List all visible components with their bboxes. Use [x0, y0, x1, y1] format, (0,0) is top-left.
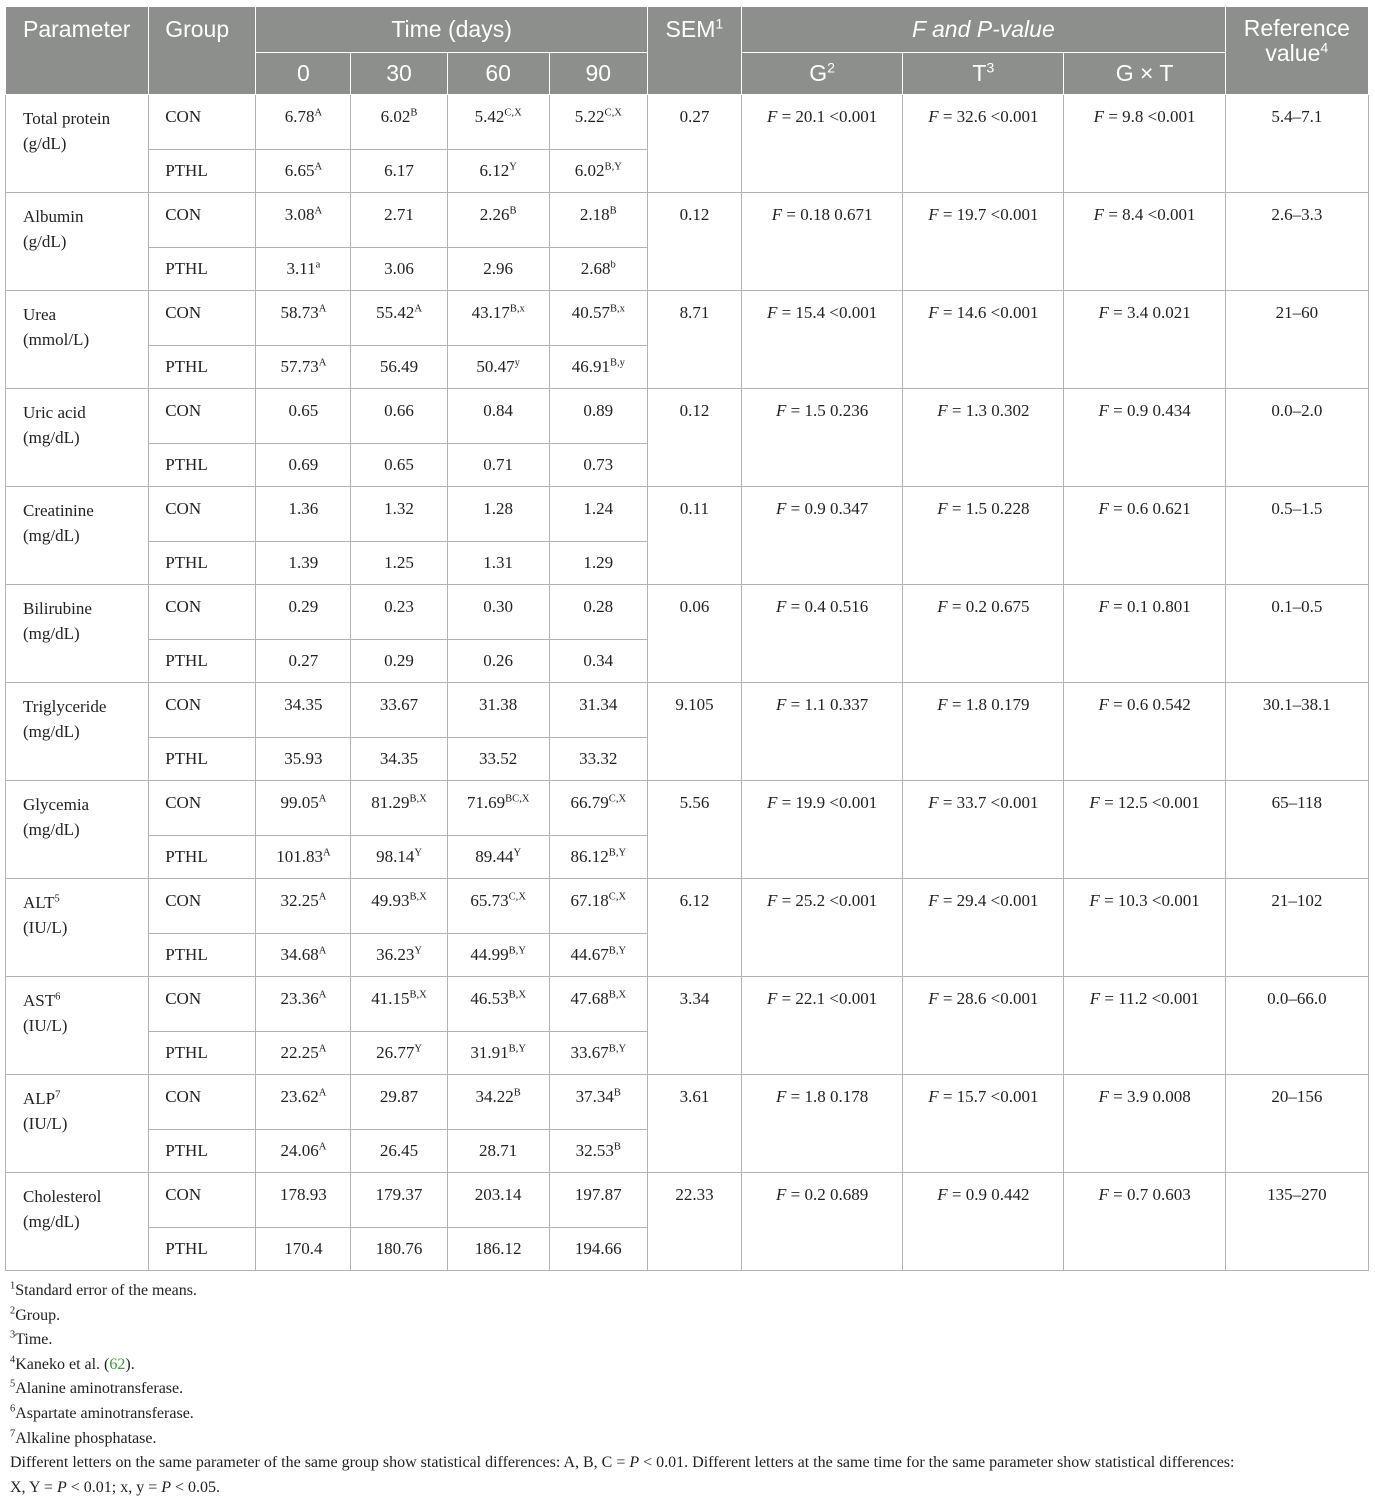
stat-cell-t: F = 0.9 0.442: [903, 1173, 1064, 1271]
group-cell: PTHL: [149, 1130, 256, 1173]
stat-cell-t: F = 32.6 <0.001: [903, 95, 1064, 193]
sem-cell: 0.12: [647, 193, 741, 291]
stat-cell-g: F = 0.2 0.689: [742, 1173, 903, 1271]
header-gxt: G × T: [1064, 53, 1225, 95]
value-cell: 0.30: [447, 585, 549, 640]
value-cell: $22.25^A$: [256, 1032, 351, 1075]
value-cell: 0.34: [549, 640, 647, 683]
header-t: $T^3$: [903, 53, 1064, 95]
value-cell: 34.35: [351, 738, 447, 781]
sem-cell: 8.71: [647, 291, 741, 389]
group-cell: PTHL: [149, 1228, 256, 1271]
value-cell: 170.4: [256, 1228, 351, 1271]
value-cell: $86.12^{B,Y}$: [549, 836, 647, 879]
stat-cell-g: F = 1.1 0.337: [742, 683, 903, 781]
value-cell: 2.71: [351, 193, 447, 248]
value-cell: $6.12^Y$: [447, 150, 549, 193]
group-cell: CON: [149, 1173, 256, 1228]
value-cell: 1.25: [351, 542, 447, 585]
parameter-cell: Triglyceride (mg/dL): [6, 683, 149, 781]
value-cell: $44.99^{B,Y}$: [447, 934, 549, 977]
reference-cell: 20–156: [1225, 1075, 1368, 1173]
stat-cell-gxt: F = 10.3 <0.001: [1064, 879, 1225, 977]
reference-cell: 0.5–1.5: [1225, 487, 1368, 585]
value-cell: $36.23^Y$: [351, 934, 447, 977]
table-row: [6, 95, 1369, 150]
value-cell: $98.14^Y$: [351, 836, 447, 879]
sem-cell: 0.12: [647, 389, 741, 487]
value-cell: $65.73^{C,X}$: [447, 879, 549, 934]
value-cell: 0.69: [256, 444, 351, 487]
group-cell: CON: [149, 683, 256, 738]
group-cell: PTHL: [149, 150, 256, 193]
value-cell: $6.65^A$: [256, 150, 351, 193]
value-cell: 0.27: [256, 640, 351, 683]
parameter-cell: Creatinine (mg/dL): [6, 487, 149, 585]
stat-cell-g: F = 25.2 <0.001: [742, 879, 903, 977]
stat-cell-gxt: F = 3.4 0.021: [1064, 291, 1225, 389]
value-cell: 180.76: [351, 1228, 447, 1271]
group-cell: CON: [149, 781, 256, 836]
sem-cell: 22.33: [647, 1173, 741, 1271]
stat-cell-t: F = 1.3 0.302: [903, 389, 1064, 487]
table-row: [6, 389, 1369, 444]
value-cell: $43.17^{B,x}$: [447, 291, 549, 346]
header-day-60: 60: [447, 53, 549, 95]
table-row: [6, 781, 1369, 836]
parameter-cell: AST$^6$ (IU/L): [6, 977, 149, 1075]
reference-cell: 0.0–2.0: [1225, 389, 1368, 487]
table-row: [6, 683, 1369, 738]
reference-cell: 5.4–7.1: [1225, 95, 1368, 193]
value-cell: 56.49: [351, 346, 447, 389]
value-cell: $6.02^{B,Y}$: [549, 150, 647, 193]
parameter-cell: Total protein (g/dL): [6, 95, 149, 193]
value-cell: 2.96: [447, 248, 549, 291]
value-cell: $67.18^{C,X}$: [549, 879, 647, 934]
group-cell: PTHL: [149, 934, 256, 977]
stat-cell-gxt: F = 0.6 0.542: [1064, 683, 1225, 781]
stat-cell-g: F = 1.5 0.236: [742, 389, 903, 487]
value-cell: 0.29: [256, 585, 351, 640]
stat-cell-gxt: F = 9.8 <0.001: [1064, 95, 1225, 193]
value-cell: 0.65: [256, 389, 351, 444]
value-cell: $32.53^B$: [549, 1130, 647, 1173]
footnote-item: $^6$Aspartate aminotransferase.: [10, 1403, 194, 1422]
group-cell: CON: [149, 389, 256, 444]
value-cell: 203.14: [447, 1173, 549, 1228]
value-cell: 0.28: [549, 585, 647, 640]
sem-cell: 9.105: [647, 683, 741, 781]
value-cell: $24.06^A$: [256, 1130, 351, 1173]
group-cell: CON: [149, 1075, 256, 1130]
header-time: Time (days): [256, 7, 648, 53]
value-cell: $71.69^{BC,X}$: [447, 781, 549, 836]
table-row: [6, 193, 1369, 248]
value-cell: 1.36: [256, 487, 351, 542]
group-cell: PTHL: [149, 346, 256, 389]
stat-cell-t: F = 1.8 0.179: [903, 683, 1064, 781]
sem-cell: 6.12: [647, 879, 741, 977]
value-cell: 3.11$^a$: [256, 248, 351, 291]
footnote-item: $^4$Kaneko et al. (62).: [10, 1354, 135, 1373]
value-cell: $101.83^A$: [256, 836, 351, 879]
value-cell: $32.25^A$: [256, 879, 351, 934]
header-g: $G^2$: [742, 53, 903, 95]
value-cell: $47.68^{B,X}$: [549, 977, 647, 1032]
value-cell: $81.29^{B,X}$: [351, 781, 447, 836]
header-reference-value: Reference value$^4$: [1225, 7, 1368, 95]
value-cell: $26.77^Y$: [351, 1032, 447, 1075]
stat-cell-gxt: F = 12.5 <0.001: [1064, 781, 1225, 879]
value-cell: $2.18^B$: [549, 193, 647, 248]
value-cell: $31.91^{B,Y}$: [447, 1032, 549, 1075]
parameter-cell: ALT$^5$ (IU/L): [6, 879, 149, 977]
stat-cell-t: F = 15.7 <0.001: [903, 1075, 1064, 1173]
table-row: [6, 1075, 1369, 1130]
stat-cell-t: F = 14.6 <0.001: [903, 291, 1064, 389]
stat-cell-g: F = 20.1 <0.001: [742, 95, 903, 193]
value-cell: $23.36^A$: [256, 977, 351, 1032]
header-f-p-value: F and P-value: [742, 7, 1226, 53]
stat-cell-g: F = 0.4 0.516: [742, 585, 903, 683]
value-cell: $37.34^B$: [549, 1075, 647, 1130]
value-cell: $55.42^A$: [351, 291, 447, 346]
value-cell: $6.78^A$: [256, 95, 351, 150]
value-cell: 31.34: [549, 683, 647, 738]
citation-link[interactable]: 62: [109, 1355, 126, 1373]
table-row: [6, 585, 1369, 640]
value-cell: 35.93: [256, 738, 351, 781]
reference-cell: 135–270: [1225, 1173, 1368, 1271]
table-row: [6, 291, 1369, 346]
stat-cell-g: F = 0.9 0.347: [742, 487, 903, 585]
value-cell: 31.38: [447, 683, 549, 738]
value-cell: $23.62^A$: [256, 1075, 351, 1130]
stat-cell-gxt: F = 0.7 0.603: [1064, 1173, 1225, 1271]
group-cell: CON: [149, 585, 256, 640]
parameter-cell: Uric acid (mg/dL): [6, 389, 149, 487]
group-cell: CON: [149, 193, 256, 248]
value-cell: $58.73^A$: [256, 291, 351, 346]
value-cell: $6.02^B$: [351, 95, 447, 150]
value-cell: 1.32: [351, 487, 447, 542]
value-cell: 1.39: [256, 542, 351, 585]
reference-cell: 65–118: [1225, 781, 1368, 879]
value-cell: 186.12: [447, 1228, 549, 1271]
stat-cell-g: F = 1.8 0.178: [742, 1075, 903, 1173]
value-cell: 179.37: [351, 1173, 447, 1228]
stat-cell-gxt: F = 8.4 <0.001: [1064, 193, 1225, 291]
group-cell: CON: [149, 879, 256, 934]
value-cell: $99.05^A$: [256, 781, 351, 836]
value-cell: 0.23: [351, 585, 447, 640]
value-cell: $40.57^{B,x}$: [549, 291, 647, 346]
sem-cell: 0.27: [647, 95, 741, 193]
group-cell: PTHL: [149, 836, 256, 879]
sem-cell: 3.34: [647, 977, 741, 1075]
value-cell: 1.28: [447, 487, 549, 542]
stat-cell-gxt: F = 0.9 0.434: [1064, 389, 1225, 487]
value-cell: 0.66: [351, 389, 447, 444]
reference-cell: 21–102: [1225, 879, 1368, 977]
parameter-cell: Bilirubine (mg/dL): [6, 585, 149, 683]
group-cell: PTHL: [149, 248, 256, 291]
parameter-cell: Glycemia (mg/dL): [6, 781, 149, 879]
table-row: [6, 487, 1369, 542]
reference-cell: 0.0–66.0: [1225, 977, 1368, 1075]
value-cell: $46.53^{B,X}$: [447, 977, 549, 1032]
value-cell: 1.24: [549, 487, 647, 542]
reference-cell: 30.1–38.1: [1225, 683, 1368, 781]
header-day-90: 90: [549, 53, 647, 95]
sem-cell: 0.06: [647, 585, 741, 683]
value-cell: $66.79^{C,X}$: [549, 781, 647, 836]
header-day-0: 0: [256, 53, 351, 95]
value-cell: 0.26: [447, 640, 549, 683]
value-cell: 50.47$^y$: [447, 346, 549, 389]
footnote-item: $^3$Time.: [10, 1329, 53, 1349]
table-row: [6, 977, 1369, 1032]
footnote-item: $^1$Standard error of the means.: [10, 1280, 197, 1299]
parameter-cell: Urea (mmol/L): [6, 291, 149, 389]
value-cell: $41.15^{B,X}$: [351, 977, 447, 1032]
value-cell: $2.26^B$: [447, 193, 549, 248]
stat-cell-gxt: F = 0.6 0.621: [1064, 487, 1225, 585]
value-cell: 0.29: [351, 640, 447, 683]
value-cell: $44.67^{B,Y}$: [549, 934, 647, 977]
footnote-item: $^7$Alkaline phosphatase.: [10, 1428, 157, 1447]
stat-cell-g: F = 22.1 <0.001: [742, 977, 903, 1075]
footnote-letters-note: Different letters on the same parameter of the same group show statistical differences: A, B, C = P < 0.01. Different letters at the same time for the same parameter show statistical differences: X, Y = P < 0.01; x, y = P < 0.05.: [10, 1454, 1235, 1496]
value-cell: 6.17: [351, 150, 447, 193]
stat-cell-t: F = 28.6 <0.001: [903, 977, 1064, 1075]
value-cell: 29.87: [351, 1075, 447, 1130]
sem-cell: 5.56: [647, 781, 741, 879]
stat-cell-g: F = 15.4 <0.001: [742, 291, 903, 389]
value-cell: 3.06: [351, 248, 447, 291]
table-row: [6, 1173, 1369, 1228]
stat-cell-gxt: F = 11.2 <0.001: [1064, 977, 1225, 1075]
value-cell: 33.52: [447, 738, 549, 781]
stat-cell-t: F = 1.5 0.228: [903, 487, 1064, 585]
value-cell: 33.32: [549, 738, 647, 781]
value-cell: 33.67: [351, 683, 447, 738]
stat-cell-g: F = 0.18 0.671: [742, 193, 903, 291]
value-cell: 0.84: [447, 389, 549, 444]
value-cell: 194.66: [549, 1228, 647, 1271]
group-cell: PTHL: [149, 738, 256, 781]
parameter-cell: Albumin (g/dL): [6, 193, 149, 291]
group-cell: PTHL: [149, 542, 256, 585]
stat-cell-g: F = 19.9 <0.001: [742, 781, 903, 879]
reference-cell: 0.1–0.5: [1225, 585, 1368, 683]
value-cell: 26.45: [351, 1130, 447, 1173]
value-cell: 1.31: [447, 542, 549, 585]
value-cell: 0.73: [549, 444, 647, 487]
stat-cell-t: F = 0.2 0.675: [903, 585, 1064, 683]
value-cell: 0.65: [351, 444, 447, 487]
group-cell: PTHL: [149, 1032, 256, 1075]
table-row: [6, 879, 1369, 934]
group-cell: CON: [149, 487, 256, 542]
stat-cell-t: F = 33.7 <0.001: [903, 781, 1064, 879]
value-cell: 0.89: [549, 389, 647, 444]
value-cell: $5.22^{C,X}$: [549, 95, 647, 150]
value-cell: $89.44^Y$: [447, 836, 549, 879]
group-cell: CON: [149, 977, 256, 1032]
value-cell: $57.73^A$: [256, 346, 351, 389]
header-sem: SEM$^1$: [647, 7, 741, 95]
reference-cell: 21–60: [1225, 291, 1368, 389]
value-cell: $34.22^B$: [447, 1075, 549, 1130]
value-cell: 34.35: [256, 683, 351, 738]
sem-cell: 0.11: [647, 487, 741, 585]
value-cell: $34.68^A$: [256, 934, 351, 977]
parameter-cell: ALP$^7$ (IU/L): [6, 1075, 149, 1173]
value-cell: $33.67^{B,Y}$: [549, 1032, 647, 1075]
group-cell: CON: [149, 95, 256, 150]
footnote-item: $^2$Group.: [10, 1305, 61, 1324]
footnotes: [10, 1279, 1369, 1500]
group-cell: CON: [149, 291, 256, 346]
value-cell: 0.71: [447, 444, 549, 487]
header-group: Group: [149, 7, 256, 95]
value-cell: $5.42^{C,X}$: [447, 95, 549, 150]
parameter-cell: Cholesterol (mg/dL): [6, 1173, 149, 1271]
footnote-item: $^5$Alanine aminotransferase.: [10, 1379, 184, 1398]
sem-cell: 3.61: [647, 1075, 741, 1173]
table-figure: [5, 6, 1369, 1500]
header-day-30: 30: [351, 53, 447, 95]
stat-cell-t: F = 29.4 <0.001: [903, 879, 1064, 977]
header-parameter: Parameter: [6, 7, 149, 95]
stat-cell-t: F = 19.7 <0.001: [903, 193, 1064, 291]
value-cell: $49.93^{B,X}$: [351, 879, 447, 934]
value-cell: 178.93: [256, 1173, 351, 1228]
value-cell: 1.29: [549, 542, 647, 585]
value-cell: $46.91^{B,y}$: [549, 346, 647, 389]
stat-cell-gxt: F = 0.1 0.801: [1064, 585, 1225, 683]
group-cell: PTHL: [149, 444, 256, 487]
reference-cell: 2.6–3.3: [1225, 193, 1368, 291]
value-cell: 28.71: [447, 1130, 549, 1173]
value-cell: 197.87: [549, 1173, 647, 1228]
value-cell: 2.68$^b$: [549, 248, 647, 291]
group-cell: PTHL: [149, 640, 256, 683]
value-cell: $3.08^A$: [256, 193, 351, 248]
biochemistry-table: [5, 6, 1369, 1271]
stat-cell-gxt: F = 3.9 0.008: [1064, 1075, 1225, 1173]
